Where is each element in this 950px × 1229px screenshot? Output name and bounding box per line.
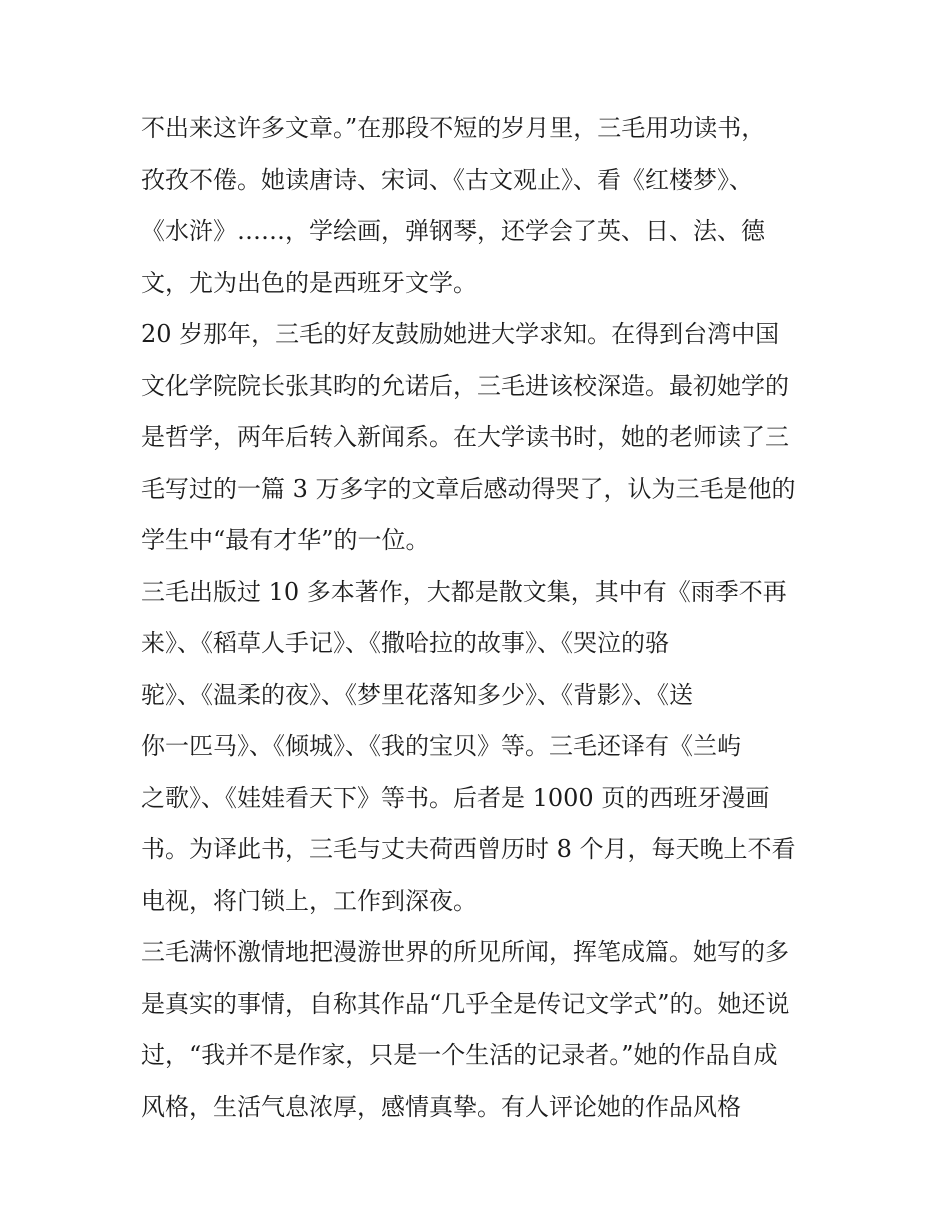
text-line: 三毛出版过 10 多本著作，大都是散文集，其中有《雨季不再	[141, 577, 787, 606]
text-line: 《水浒》……，学绘画，弹钢琴，还学会了英、日、法、德	[141, 217, 765, 245]
text-line: 是真实的事情，自称其作品“几乎全是传记文学式”的。她还说	[141, 989, 790, 1018]
text-line: 之歌》、《娃娃看天下》等书。后者是 1000 页的西班牙漫画	[141, 783, 770, 812]
text-line: 是哲学，两年后转入新闻系。在大学读书时，她的老师读了三	[141, 423, 789, 451]
text-line: 文化学院院长张其昀的允诺后，三毛进该校深造。最初她学的	[141, 371, 789, 400]
text-line: 过，“我并不是作家，只是一个生活的记录者。”她的作品自成	[141, 1041, 778, 1069]
text-line: 风格，生活气息浓厚，感情真挚。有人评论她的作品风格	[141, 1092, 741, 1121]
paragraph-3	[141, 567, 821, 928]
text-line: 三毛满怀激情地把漫游世界的所见所闻，挥笔成篇。她写的多	[141, 938, 789, 966]
text-line: 毛写过的一篇 3 万多字的文章后感动得哭了，认为三毛是他的	[141, 474, 796, 503]
text-line: 学生中“最有才华”的一位。	[141, 526, 430, 554]
text-line: 文，尤为出色的是西班牙文学。	[141, 268, 477, 297]
text-line: 不出来这许多文章。”在那段不短的岁月里，三毛用功读书，	[141, 114, 766, 142]
paragraph-4	[141, 927, 821, 1133]
text-line: 电视，将门锁上，工作到深夜。	[141, 886, 477, 915]
text-line: 驼》、《温柔的夜》、《梦里花落知多少》、《背影》、《送	[141, 680, 693, 709]
paragraph-2	[141, 309, 821, 567]
text-line: 20 岁那年，三毛的好友鼓励她进大学求知。在得到台湾中国	[141, 320, 780, 348]
paragraph-1	[141, 103, 821, 309]
text-line: 你一匹马》、《倾城》、《我的宝贝》等。三毛还译有《兰屿	[141, 732, 741, 760]
document-body	[141, 103, 821, 1133]
text-line: 孜孜不倦。她读唐诗、宋词、《古文观止》、看《红楼梦》、	[141, 165, 753, 194]
text-line: 来》、《稻草人手记》、《撒哈拉的故事》、《哭泣的骆	[141, 629, 669, 657]
text-line: 书。为译此书，三毛与丈夫荷西曾历时 8 个月，每天晚上不看	[141, 835, 796, 863]
